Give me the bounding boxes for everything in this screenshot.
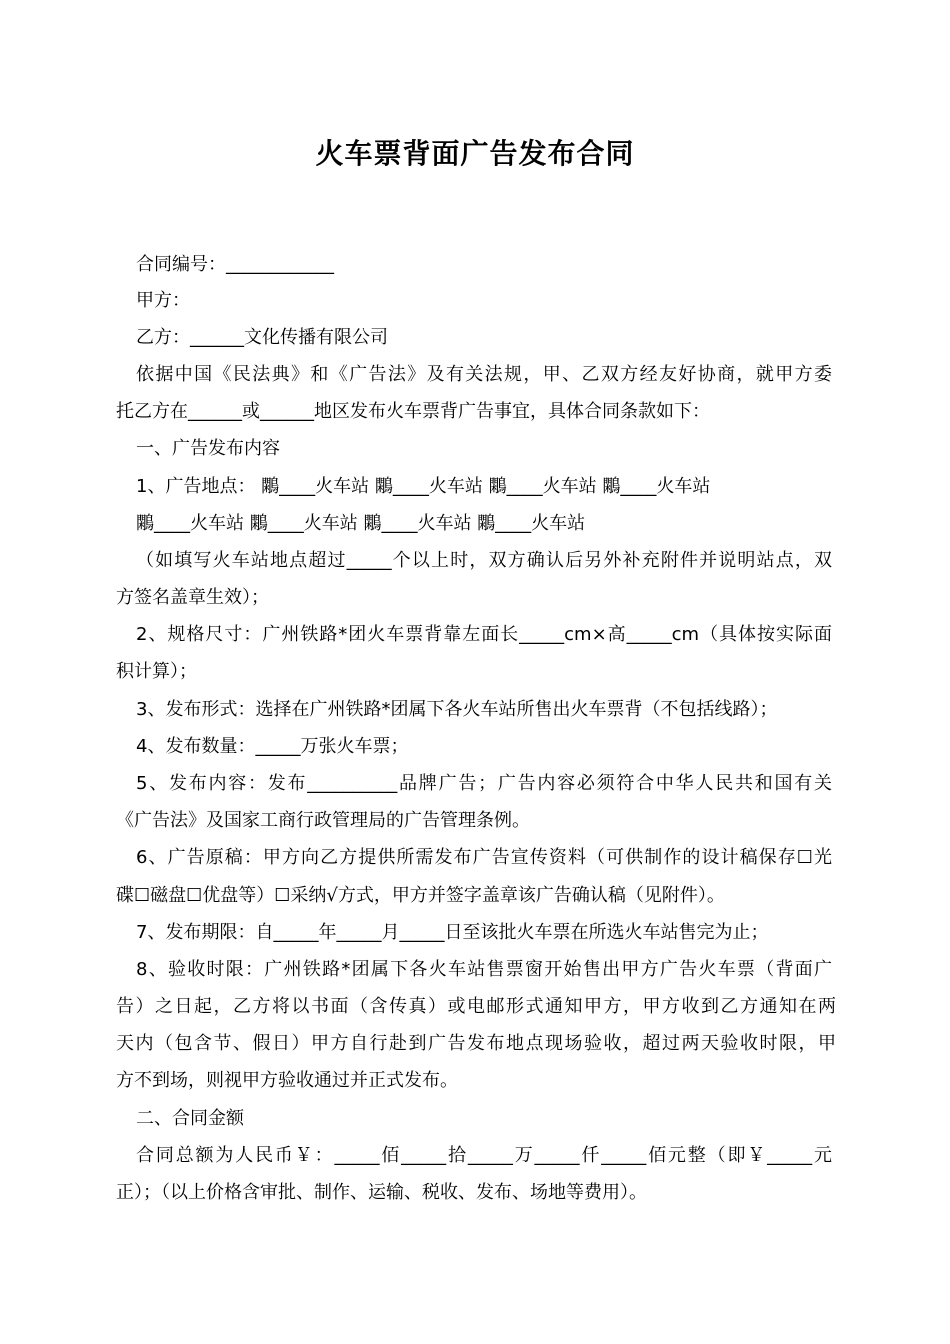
clause-2-line-2: 积计算）； bbox=[116, 661, 197, 682]
preamble-line-2: 托乙方在______或______地区发布火车票背广告事宜，具体合同条款如下： bbox=[116, 401, 710, 422]
section-heading-1: 一、广告发布内容 bbox=[136, 438, 280, 459]
clause-1-note-line-1: （如填写火车站地点超过_____个以上时，双方确认后另外补充附件并说明站点，双 bbox=[136, 550, 832, 571]
party-a-line: 甲方： bbox=[136, 290, 190, 311]
party-b-line: 乙方：______文化传播有限公司 bbox=[136, 327, 388, 348]
clause-6-line-2: 碟☐磁盘☐优盘等）☐采纳√方式，甲方并签字盖章该广告确认稿（见附件）。 bbox=[116, 885, 725, 906]
clause-1-line-2: 鷴____火车站 鷴____火车站 鷴____火车站 鷴____火车站 bbox=[136, 513, 586, 534]
clause-7-line: 7、发布期限：自_____年_____月_____日至该批火车票在所选火车站售完为止； bbox=[136, 922, 769, 943]
clause-1-line-1: 1、广告地点： 鷴____火车站 鷴____火车站 鷴____火车站 鷴____火车站 bbox=[136, 476, 711, 497]
section-heading-2: 二、合同金额 bbox=[136, 1108, 244, 1129]
preamble-line-1: 依据中国《民法典》和《广告法》及有关法规，甲、乙双方经友好协商，就甲方委 bbox=[136, 364, 832, 385]
clause-8-line-4: 方不到场，则视甲方验收通过并正式发布。 bbox=[116, 1070, 458, 1091]
clause-4-line: 4、发布数量：_____万张火车票； bbox=[136, 736, 409, 757]
contract-number-line: 合同编号：____________ bbox=[136, 254, 334, 275]
clause-5-line-1: 5、发布内容：发布__________品牌广告；广告内容必须符合中华人民共和国有关 bbox=[136, 773, 832, 794]
amount-line-2: 正）；（以上价格含审批、制作、运输、税收、发布、场地等费用）。 bbox=[116, 1182, 647, 1203]
clause-5-line-2: 《广告法》及国家工商行政管理局的广告管理条例。 bbox=[116, 810, 530, 831]
clause-1-note-line-2: 方签名盖章生效）； bbox=[116, 587, 269, 608]
clause-3-line: 3、发布形式：选择在广州铁路*团属下各火车站所售出火车票背（不包括线路）； bbox=[136, 699, 778, 720]
clause-2-line-1: 2、规格尺寸：广州铁路*团火车票背靠左面长_____cm×高_____cm（具体按实际面 bbox=[136, 624, 832, 645]
clause-8-line-3: 天内（包含节、假日）甲方自行赴到广告发布地点现场验收，超过两天验收时限，甲 bbox=[116, 1033, 836, 1054]
amount-line-1: 合同总额为人民币￥：_____佰_____拾_____万_____仟_____佰元整（即￥_____元 bbox=[136, 1145, 832, 1166]
clause-6-line-1: 6、广告原稿：甲方向乙方提供所需发布广告宣传资料（可供制作的设计稿保存☐光 bbox=[136, 847, 832, 868]
document-title: 火车票背面广告发布合同 bbox=[315, 137, 635, 170]
clause-8-line-1: 8、验收时限：广州铁路*团属下各火车站售票窗开始售出甲方广告火车票（背面广 bbox=[136, 959, 832, 980]
clause-8-line-2: 告）之日起，乙方将以书面（含传真）或电邮形式通知甲方，甲方收到乙方通知在两 bbox=[116, 996, 836, 1017]
